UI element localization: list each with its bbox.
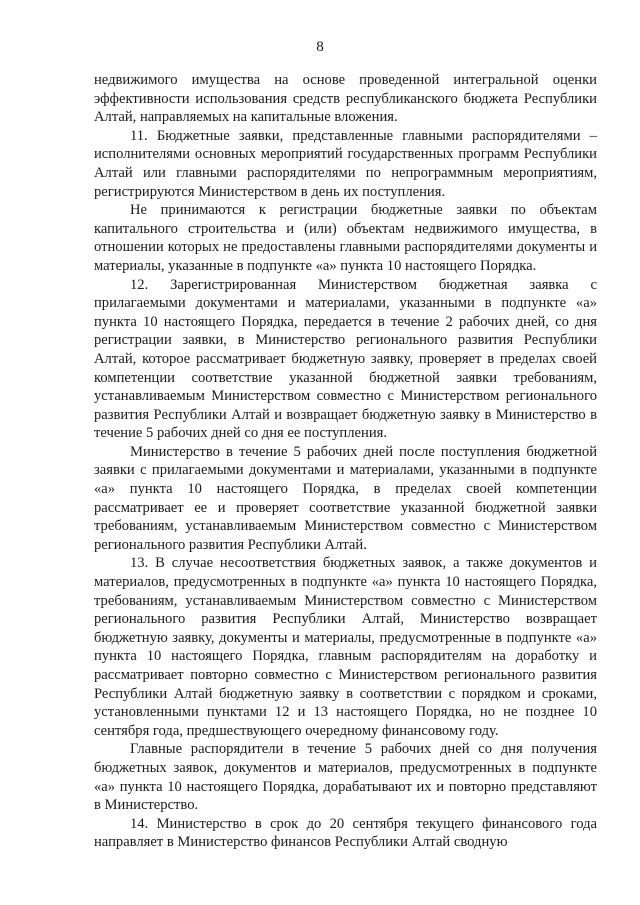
paragraph-revision: Главные распорядители в течение 5 рабочих дней со дня получения бюджетных заявок, документов и материалов, предусмотренных в подпункте «а» пункта 10 настоящего Порядка, дорабатывают их и повторно представляют в Министерство.	[94, 741, 597, 814]
paragraph-ministry-review: Министерство в течение 5 рабочих дней после поступления бюджетной заявки с прилагаемыми документами и материалами, указанными в подпункте «а» пункта 10 настоящего Порядка, в пределах своей компетенции рассматривает ее и проверяет соответствие указанной бюджетной заявки требованиям, устанавливаемым Министерством совместно с Министерством регионального развития Республики Алтай.	[94, 443, 597, 553]
paragraph-continuation: недвижимого имущества на основе проведенной интегральной оценки эффективности использования средств республиканского бюджета Республики Алтай, направляемых на капитальные вложения.	[94, 72, 597, 126]
paragraph-item-11: 11. Бюджетные заявки, представленные главными распорядителями – исполнителями основных мероприятий государственных программ Республики Алтай или главными распорядителями по непрограммным мероприятиям, регистрируются Министерством в день их поступления.	[94, 127, 597, 200]
paragraph-item-13: 13. В случае несоответствия бюджетных заявок, а также документов и материалов, предусмотренных в подпункте «а» пункта 10 настоящего Порядка, требованиям, устанавливаемым Министерством совместно с Министерством регионального развития Республики Алтай, Министерство возвращает бюджетную заявку, документы и материалы, предусмотренные в подпункте «а» пункта 10 настоящего Порядка, главным распорядителям на доработку и рассматривает повторно совместно с Министерством регионального развития Республики Алтай бюджетную заявку в соответствии с порядком и сроками, установленными пунктами 12 и 13 настоящего Порядка, но не позднее 10 сентября года, предшествующего очередному финансовому году.	[94, 555, 597, 739]
paragraph-item-14: 14. Министерство в срок до 20 сентября текущего финансового года направляет в Министерство финансов Республики Алтай сводную	[94, 815, 597, 851]
paragraph-item-12: 12. Зарегистрированная Министерством бюджетная заявка с прилагаемыми документами и материалами, указанными в подпункте «а» пункта 10 настоящего Порядка, передается в течение 2 рабочих дней, со дня регистрации заявки, в Министерство регионального развития Республики Алтай, которое рассматривает бюджетную заявку, проверяет в пределах своей компетенции соответствие указанной бюджетной заявки требованиям, устанавливаемым Министерством совместно с Министерством регионального развития Республики Алтай и возвращает бюджетную заявку в Министерство в течение 5 рабочих дней со дня ее поступления.	[94, 276, 597, 442]
paragraph-registration-refusal: Не принимаются к регистрации бюджетные заявки по объектам капитального строительства и (или) объектам недвижимого имущества, в отношении которых не предоставлены главными распорядителями документы и материалы, указанные в подпункте «а» пункта 10 настоящего Порядка.	[94, 202, 597, 274]
document-body	[94, 71, 597, 852]
page-number: 8	[316, 39, 324, 55]
